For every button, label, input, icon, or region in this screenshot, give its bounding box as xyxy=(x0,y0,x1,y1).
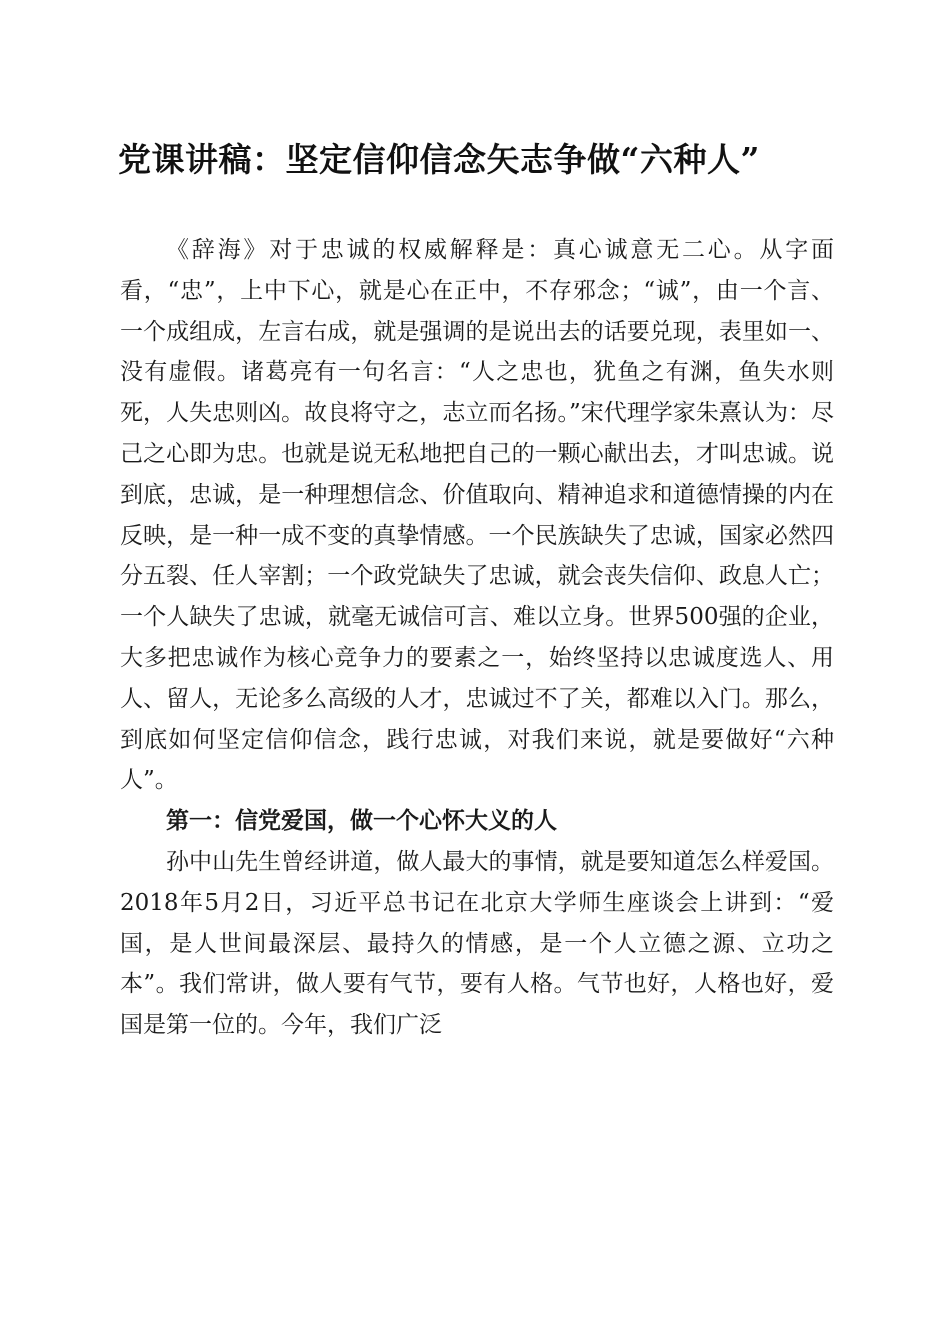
section-heading-first: 第一：信党爱国，做一个心怀大义的人 xyxy=(166,807,557,835)
paragraph-first-section: 孙中山先生曾经讲道，做人最大的事情，就是要知道怎么样爱国。2018年5月2日，习近平总书记在北京大学师生座谈会上讲到：“爱国，是人世间最深层、最持久的情感，是一个人立德之源、立功之本”。我们常讲，做人要有气节，要有人格。气节也好，人格也好，爱国是第一位的。今年，我们广泛 xyxy=(120,848,834,1039)
document-title: 党课讲稿：坚定信仰信念矢志争做“六种人” xyxy=(118,140,760,179)
paragraph-intro: 《辞海》对于忠诚的权威解释是：真心诚意无二心。从字面看，“忠”，上中下心，就是心在正中，不存邪念；“诚”，由一个言、一个成组成，左言右成，就是强调的是说出去的话要兑现，表里如一、没有虚假。诸葛亮有一句名言：“人之忠也，犹鱼之有渊，鱼失水则死，人失忠则凶。故良将守之，志立而名扬。”宋代理学家朱熹认为：尽己之心即为忠。也就是说无私地把自己的一颗心献出去，才叫忠诚。说到底，忠诚，是一种理想信念、价值取向、精神追求和道德情操的内在反映，是一种一成不变的真挚情感。一个民族缺失了忠诚，国家必然四分五裂、任人宰割；一个政党缺失了忠诚，就会丧失信仰、政息人亡；一个人缺失了忠诚，就毫无诚信可言、难以立身。世界500强的企业，大多把忠诚作为核心竞争力的要素之一，始终坚持以忠诚度选人、用人、留人，无论多么高级的人才，忠诚过不了关，都难以入门。那么，到底如何坚定信仰信念，践行忠诚，对我们来说，就是要做好“六种人”。 xyxy=(120,237,834,794)
document-body xyxy=(120,230,834,1046)
